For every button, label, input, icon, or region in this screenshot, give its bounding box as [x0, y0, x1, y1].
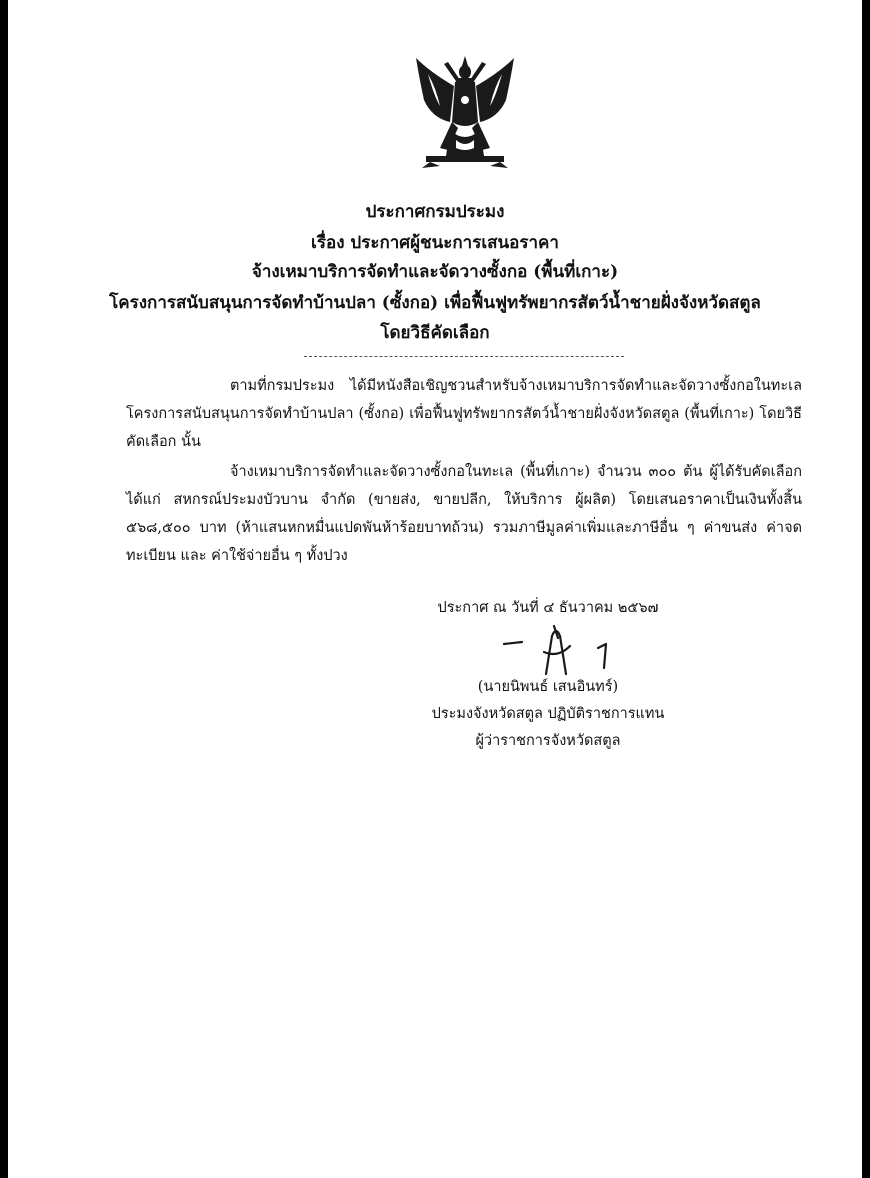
- body-paragraph-2: จ้างเหมาบริการจัดทำและจัดวางซั้งกอในทะเล (พื้นที่เกาะ) จำนวน ๓๐๐ ต้น ผู้ได้รับคัดเลือก ได้แก่ สหกรณ์ประมงบัวบาน จำกัด (ขายส่ง, ขายปลีก, ให้บริการ ผู้ผลิต) โดยเสนอราคาเป็นเงินทั้งสิ้น ๕๖๘,๕๐๐ บาท (ห้าแสนหกหมื่นแปดพันห้าร้อยบาทถ้วน) รวมภาษีมูลค่าเพิ่มและภาษีอื่น ๆ ค่าขนส่ง ค่าจดทะเบียน และ ค่าใช้จ่ายอื่น ๆ ทั้งปวง: [126, 464, 802, 564]
- announcement-subject: เรื่อง ประกาศผู้ชนะการเสนอราคา: [311, 233, 559, 253]
- heading-divider: [304, 356, 624, 357]
- procurement-title: จ้างเหมาบริการจัดทำและจัดวางซั้งกอ (พื้นที่เกาะ): [251, 262, 619, 282]
- project-title: โครงการสนับสนุนการจัดทำบ้านปลา (ซั้งกอ) เพื่อฟื้นฟูทรัพยากรสัตว์น้ำชายฝั่งจังหวัดสตูล: [109, 293, 761, 313]
- body-paragraph-1: ตามที่กรมประมง ได้มีหนังสือเชิญชวนสำหรับจ้างเหมาบริการจัดทำและจัดวางซั้งกอในทะเล โครงการสนับสนุนการจัดทำบ้านปลา (ซั้งกอ) เพื่อฟื้นฟูทรัพยากรสัตว์น้ำชายฝั่งจังหวัดสตูล (พื้นที่เกาะ) โดยวิธีคัดเลือก นั้น: [126, 378, 802, 450]
- announcement-date: ประกาศ ณ วันที่ ๔ ธันวาคม ๒๕๖๗: [437, 600, 659, 616]
- signatory-name: (นายนิพนธ์ เสนอินทร์): [477, 679, 619, 695]
- announcement-title: ประกาศกรมประมง: [365, 202, 505, 222]
- document-page: [8, 0, 862, 1178]
- signatory-position: ประมงจังหวัดสตูล ปฏิบัติราชการแทน: [431, 706, 665, 722]
- signatory-on-behalf-of: ผู้ว่าราชการจังหวัดสตูล: [475, 733, 621, 749]
- garuda-emblem-icon: [410, 52, 520, 170]
- selection-method: โดยวิธีคัดเลือก: [380, 323, 490, 343]
- handwritten-signature: [500, 622, 620, 680]
